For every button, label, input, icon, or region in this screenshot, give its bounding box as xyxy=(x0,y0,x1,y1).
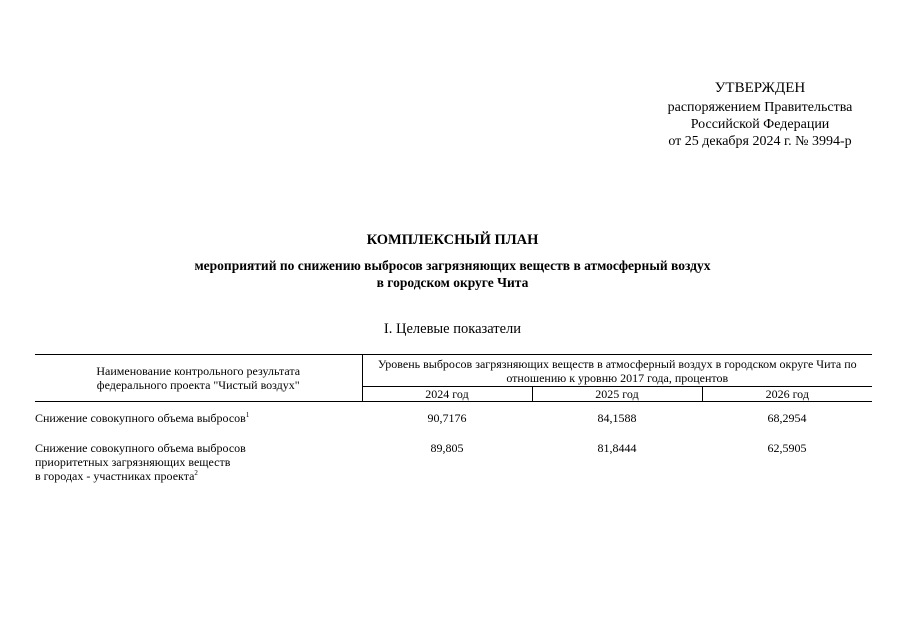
approval-line-1: распоряжением Правительства xyxy=(667,100,853,115)
value-2025: 81,8444 xyxy=(597,441,637,455)
approval-block xyxy=(620,80,900,150)
row-name-line: Снижение совокупного объема выбросов xyxy=(35,411,246,425)
section-heading: I. Целевые показатели xyxy=(383,321,522,337)
table-row xyxy=(35,411,872,425)
header-result-name xyxy=(35,355,362,402)
header-result-name-text: Наименование контрольного результата федерального проекта "Чистый воздух" xyxy=(96,364,301,392)
footnote-marker: 2 xyxy=(194,469,198,477)
row-name-line: в городах - участниках проекта xyxy=(35,469,195,483)
approval-heading: УТВЕРЖДЕН xyxy=(714,80,806,96)
approval-line-2: Российской Федерации xyxy=(690,117,830,132)
document-subtitle xyxy=(0,257,905,291)
document-title: КОМПЛЕКСНЫЙ ПЛАН xyxy=(366,232,539,248)
value-2024: 89,805 xyxy=(430,441,464,455)
header-year-2024: 2024 год xyxy=(362,387,532,402)
row-name xyxy=(35,441,362,483)
header-year-2026: 2026 год xyxy=(702,387,872,402)
value-2026: 68,2954 xyxy=(767,411,807,425)
subtitle-line-2: в городском округе Чита xyxy=(376,275,529,290)
subtitle-line-1: мероприятий по снижению выбросов загрязняющих веществ в атмосферный воздух xyxy=(194,258,711,273)
table-row xyxy=(35,441,872,483)
header-year-2025: 2025 год xyxy=(532,387,702,402)
row-name-line: Снижение совокупного объема выбросов xyxy=(35,441,246,455)
row-name-line-last xyxy=(35,469,362,483)
header-emission-level-text: Уровень выбросов загрязняющих веществ в атмосферный воздух в городском округе Чита по отношению к уровню 2017 года, процентов xyxy=(377,356,857,385)
footnote-marker: 1 xyxy=(245,411,250,419)
targets-table xyxy=(35,354,872,483)
approval-line-3: от 25 декабря 2024 г. № 3994-р xyxy=(668,134,852,149)
header-emission-level xyxy=(362,355,872,387)
row-name xyxy=(35,411,362,425)
value-2026: 62,5905 xyxy=(767,441,807,455)
row-name-line: приоритетных загрязняющих веществ xyxy=(35,455,231,469)
value-2025: 84,1588 xyxy=(597,411,637,425)
value-2024: 90,7176 xyxy=(427,411,467,425)
